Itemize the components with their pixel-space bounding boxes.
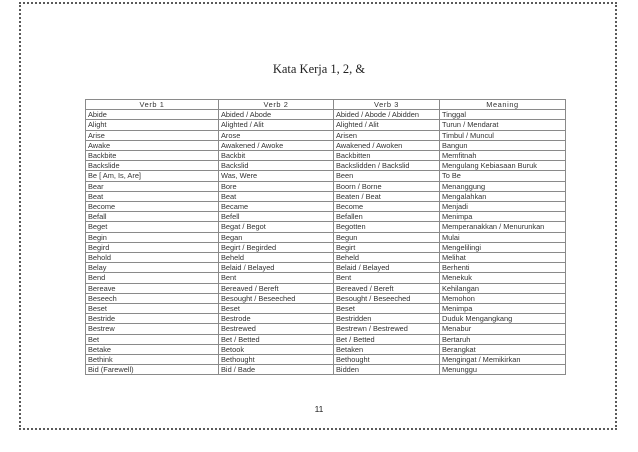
meaning-cell: Menabur [440,324,566,334]
verb-3-cell: Beset [334,304,440,314]
verb-3-cell: Bethought [334,355,440,365]
verb-1-cell: Bid (Farewell) [86,365,219,375]
verb-1-cell: Bereave [86,283,219,293]
verb-3-cell: Bidden [334,365,440,375]
meaning-cell: Memfitnah [440,151,566,161]
verb-1-cell: Bethink [86,355,219,365]
meaning-cell: Timbul / Muncul [440,130,566,140]
meaning-cell: Turun / Mendarat [440,120,566,130]
verb-1-cell: Abide [86,110,219,120]
table-row [86,304,566,314]
verb-2-cell: Bet / Betted [219,334,334,344]
verb-3-cell: Boorn / Borne [334,181,440,191]
verb-1-cell: Arise [86,130,219,140]
table-row [86,293,566,303]
verb-2-cell: Bestrewed [219,324,334,334]
verb-1-cell: Backslide [86,161,219,171]
table-row [86,242,566,252]
verb-2-cell: Beat [219,191,334,201]
verb-2-cell: Bethought [219,355,334,365]
meaning-cell: Mulai [440,232,566,242]
table-row [86,365,566,375]
verb-1-cell: Bear [86,181,219,191]
meaning-cell: Berhenti [440,263,566,273]
verb-3-cell: Backslidden / Backslid [334,161,440,171]
table-header-row [86,100,566,110]
verb-1-cell: Beget [86,222,219,232]
verb-table [85,99,566,375]
table-row [86,263,566,273]
verb-3-cell: Bestridden [334,314,440,324]
table-row [86,314,566,324]
meaning-cell: Menanggung [440,181,566,191]
meaning-cell: Berangkat [440,344,566,354]
meaning-cell: Memperanakkan / Menurunkan [440,222,566,232]
meaning-cell: Tinggal [440,110,566,120]
meaning-cell: Melihat [440,253,566,263]
meaning-cell: Mengelilingi [440,242,566,252]
verb-3-cell: Arisen [334,130,440,140]
verb-2-cell: Was, Were [219,171,334,181]
table-row [86,212,566,222]
verb-2-cell: Bore [219,181,334,191]
verb-2-cell: Bent [219,273,334,283]
verb-3-cell: Befallen [334,212,440,222]
verb-2-cell: Awakened / Awoke [219,140,334,150]
verb-3-cell: Begun [334,232,440,242]
verb-1-cell: Bestrew [86,324,219,334]
table-row [86,253,566,263]
table-row [86,355,566,365]
verb-3-cell: Backbitten [334,151,440,161]
verb-2-cell: Became [219,202,334,212]
verb-2-cell: Arose [219,130,334,140]
verb-1-cell: Backbite [86,151,219,161]
verb-1-cell: Begin [86,232,219,242]
verb-3-cell: Been [334,171,440,181]
verb-1-cell: Beseech [86,293,219,303]
header-verb-1: Verb 1 [86,100,219,110]
table-row [86,151,566,161]
meaning-cell: Menjadi [440,202,566,212]
verb-2-cell: Betook [219,344,334,354]
meaning-cell: Menimpa [440,304,566,314]
verb-3-cell: Awakened / Awoken [334,140,440,150]
table-row [86,283,566,293]
verb-1-cell: Betake [86,344,219,354]
meaning-cell: Mengalahkan [440,191,566,201]
verb-2-cell: Began [219,232,334,242]
meaning-cell: Bangun [440,140,566,150]
table-row [86,273,566,283]
verb-3-cell: Betaken [334,344,440,354]
verb-2-cell: Begat / Begot [219,222,334,232]
verb-1-cell: Behold [86,253,219,263]
page-number: 11 [314,404,324,414]
table-row [86,130,566,140]
table-row [86,110,566,120]
verb-1-cell: Bet [86,334,219,344]
verb-3-cell: Bet / Betted [334,334,440,344]
meaning-cell: Mengulang Kebiasaan Buruk [440,161,566,171]
meaning-cell: Menunggu [440,365,566,375]
verb-1-cell: Beat [86,191,219,201]
table-row [86,181,566,191]
verb-2-cell: Bereaved / Bereft [219,283,334,293]
table-row [86,202,566,212]
verb-2-cell: Alighted / Alit [219,120,334,130]
verb-3-cell: Alighted / Alit [334,120,440,130]
verb-3-cell: Besought / Beseeched [334,293,440,303]
verb-1-cell: Become [86,202,219,212]
verb-2-cell: Backbit [219,151,334,161]
meaning-cell: Menimpa [440,212,566,222]
verb-1-cell: Awake [86,140,219,150]
verb-3-cell: Abided / Abode / Abidden [334,110,440,120]
header-verb-2: Verb 2 [219,100,334,110]
meaning-cell: To Be [440,171,566,181]
verb-1-cell: Bestride [86,314,219,324]
header-meaning: Meaning [440,100,566,110]
verb-3-cell: Belaid / Belayed [334,263,440,273]
verb-1-cell: Begird [86,242,219,252]
verb-2-cell: Bid / Bade [219,365,334,375]
verb-1-cell: Be [ Am, Is, Are] [86,171,219,181]
verb-3-cell: Begirt [334,242,440,252]
table-row [86,324,566,334]
meaning-cell: Memohon [440,293,566,303]
table-row [86,334,566,344]
verb-3-cell: Become [334,202,440,212]
verb-2-cell: Beset [219,304,334,314]
table-row [86,232,566,242]
verb-2-cell: Befell [219,212,334,222]
verb-2-cell: Begirt / Begirded [219,242,334,252]
verb-3-cell: Begotten [334,222,440,232]
document-title: Kata Kerja 1, 2, & [272,62,366,76]
verb-2-cell: Besought / Beseeched [219,293,334,303]
meaning-cell: Duduk Mengangkang [440,314,566,324]
verb-2-cell: Belaid / Belayed [219,263,334,273]
verb-1-cell: Beset [86,304,219,314]
verb-2-cell: Bestrode [219,314,334,324]
verb-3-cell: Beheld [334,253,440,263]
verb-1-cell: Befall [86,212,219,222]
verb-2-cell: Abided / Abode [219,110,334,120]
table-row [86,344,566,354]
verb-2-cell: Beheld [219,253,334,263]
verb-1-cell: Bend [86,273,219,283]
verb-1-cell: Alight [86,120,219,130]
header-verb-3: Verb 3 [334,100,440,110]
verb-3-cell: Bereaved / Bereft [334,283,440,293]
verb-1-cell: Belay [86,263,219,273]
table-row [86,120,566,130]
verb-2-cell: Backslid [219,161,334,171]
meaning-cell: Mengingat / Memikirkan [440,355,566,365]
table-row [86,222,566,232]
table-row [86,191,566,201]
table-row [86,171,566,181]
table-body [86,110,566,375]
meaning-cell: Menekuk [440,273,566,283]
verb-3-cell: Bent [334,273,440,283]
verb-3-cell: Bestrewn / Bestrewed [334,324,440,334]
meaning-cell: Bertaruh [440,334,566,344]
meaning-cell: Kehilangan [440,283,566,293]
table-row [86,140,566,150]
verb-3-cell: Beaten / Beat [334,191,440,201]
table-row [86,161,566,171]
